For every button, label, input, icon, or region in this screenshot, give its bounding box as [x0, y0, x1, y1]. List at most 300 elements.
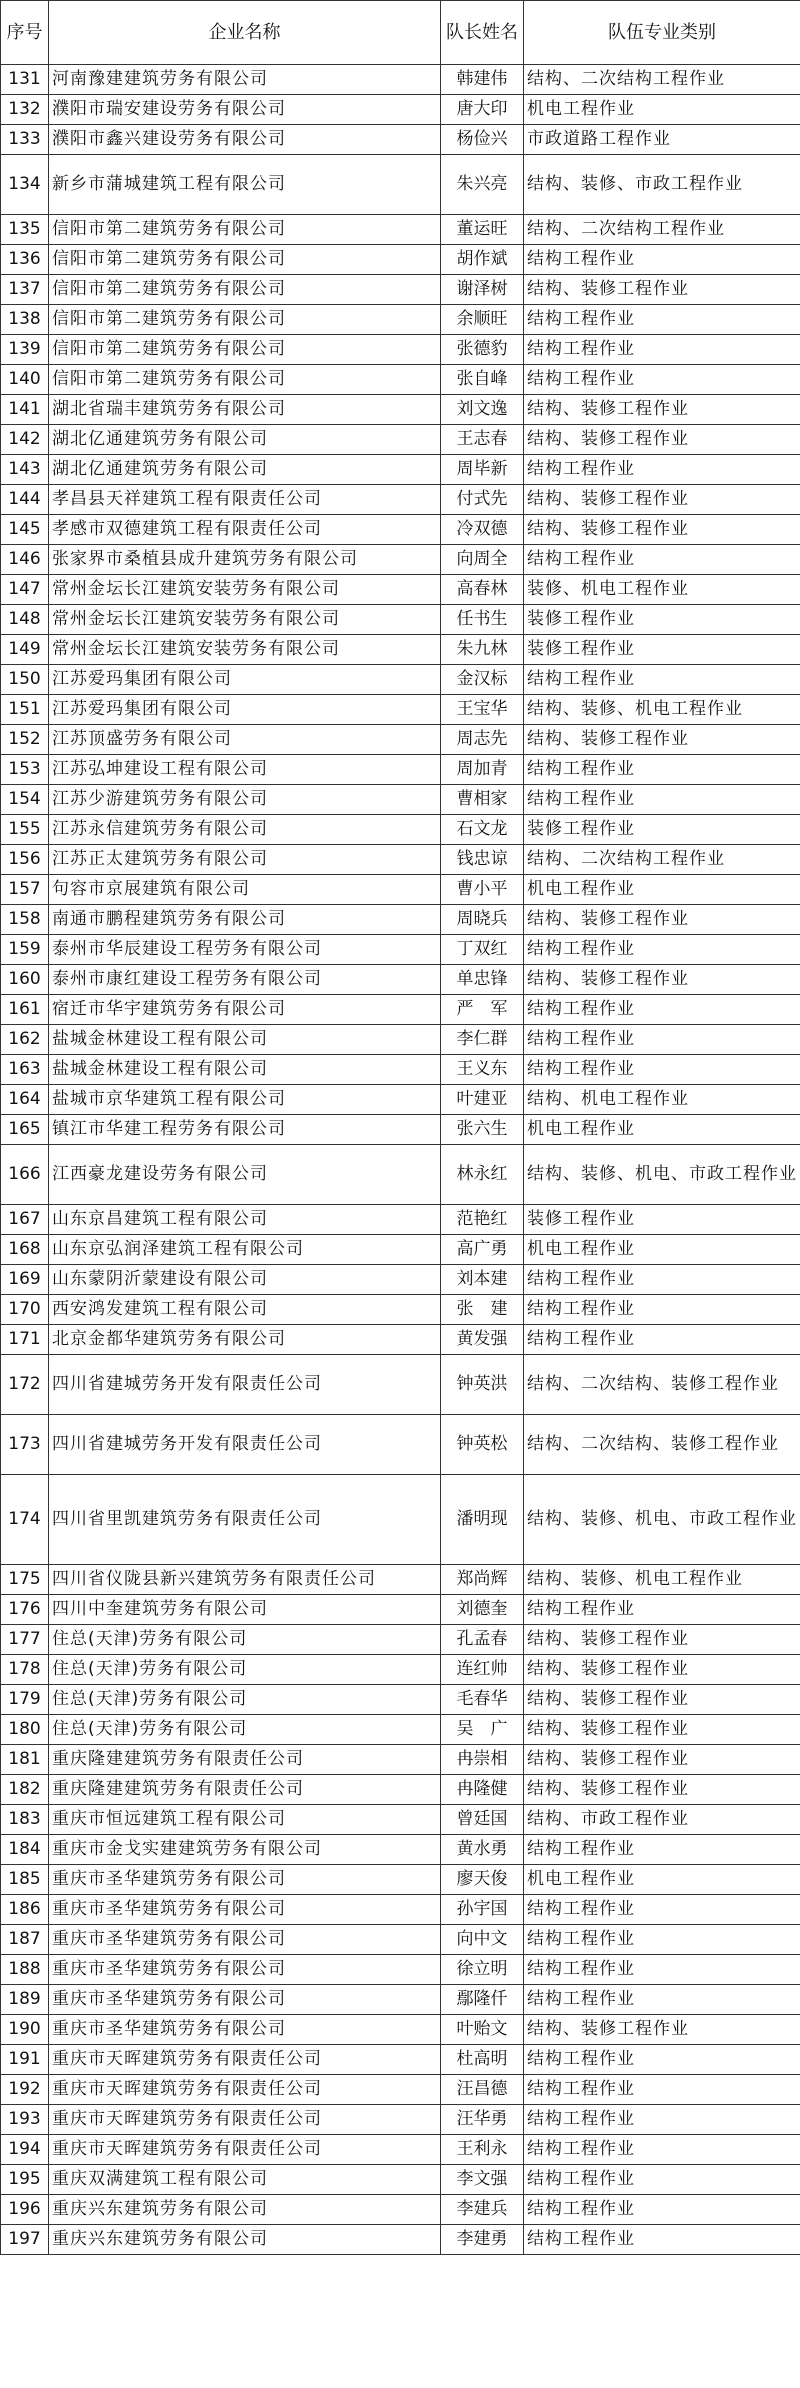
leader-name: 李文强 — [441, 2165, 524, 2195]
leader-name: 严 军 — [441, 995, 524, 1025]
leader-name: 谢泽树 — [441, 275, 524, 305]
leader-name: 韩建伟 — [441, 65, 524, 95]
leader-name: 张六生 — [441, 1115, 524, 1145]
company-name: 住总(天津)劳务有限公司 — [49, 1625, 441, 1655]
row-number: 142 — [1, 425, 49, 455]
leader-name: 孙宇国 — [441, 1895, 524, 1925]
company-name: 常州金坛长江建筑安装劳务有限公司 — [49, 575, 441, 605]
company-name: 四川省建城劳务开发有限责任公司 — [49, 1355, 441, 1415]
team-category: 结构、装修工程作业 — [524, 965, 800, 995]
company-name: 濮阳市瑞安建设劳务有限公司 — [49, 95, 441, 125]
company-name: 重庆市圣华建筑劳务有限公司 — [49, 1955, 441, 1985]
row-number: 147 — [1, 575, 49, 605]
leader-name: 高广勇 — [441, 1235, 524, 1265]
company-name: 四川省建城劳务开发有限责任公司 — [49, 1415, 441, 1475]
leader-name: 曾廷国 — [441, 1805, 524, 1835]
leader-name: 杜高明 — [441, 2045, 524, 2075]
table-row — [1, 1895, 800, 1925]
leader-name: 周晓兵 — [441, 905, 524, 935]
team-category: 结构工程作业 — [524, 365, 800, 395]
row-number: 151 — [1, 695, 49, 725]
team-category: 结构工程作业 — [524, 1895, 800, 1925]
company-name: 濮阳市鑫兴建设劳务有限公司 — [49, 125, 441, 155]
leader-name: 叶建亚 — [441, 1085, 524, 1115]
table-row — [1, 2105, 800, 2135]
table-row — [1, 815, 800, 845]
team-category: 结构工程作业 — [524, 2045, 800, 2075]
table-row — [1, 365, 800, 395]
company-name: 四川省里凯建筑劳务有限责任公司 — [49, 1475, 441, 1565]
table-row — [1, 2075, 800, 2105]
team-category: 机电工程作业 — [524, 1115, 800, 1145]
row-number: 189 — [1, 1985, 49, 2015]
table-row — [1, 95, 800, 125]
table-row — [1, 2045, 800, 2075]
row-number: 183 — [1, 1805, 49, 1835]
team-category: 结构、装修工程作业 — [524, 1655, 800, 1685]
table-row — [1, 1055, 800, 1085]
row-number: 181 — [1, 1745, 49, 1775]
team-category: 结构、装修工程作业 — [524, 485, 800, 515]
table-row — [1, 755, 800, 785]
team-category: 结构工程作业 — [524, 245, 800, 275]
leader-name: 廖天俊 — [441, 1865, 524, 1895]
header-category: 队伍专业类别 — [524, 1, 800, 65]
row-number: 159 — [1, 935, 49, 965]
row-number: 145 — [1, 515, 49, 545]
table-row — [1, 905, 800, 935]
company-name: 重庆市圣华建筑劳务有限公司 — [49, 1865, 441, 1895]
team-category: 结构工程作业 — [524, 1025, 800, 1055]
team-category: 结构工程作业 — [524, 1265, 800, 1295]
company-name: 重庆市圣华建筑劳务有限公司 — [49, 1985, 441, 2015]
row-number: 188 — [1, 1955, 49, 1985]
leader-name: 单忠锋 — [441, 965, 524, 995]
team-category: 结构工程作业 — [524, 1835, 800, 1865]
team-category: 机电工程作业 — [524, 1865, 800, 1895]
leader-name: 范艳红 — [441, 1205, 524, 1235]
row-number: 187 — [1, 1925, 49, 1955]
row-number: 197 — [1, 2225, 49, 2255]
table-body — [1, 65, 800, 2255]
company-name: 湖北亿通建筑劳务有限公司 — [49, 425, 441, 455]
leader-name: 唐大印 — [441, 95, 524, 125]
table-row — [1, 1355, 800, 1415]
leader-name: 朱兴亮 — [441, 155, 524, 215]
table-row — [1, 1115, 800, 1145]
company-name: 江苏少游建筑劳务有限公司 — [49, 785, 441, 815]
row-number: 170 — [1, 1295, 49, 1325]
row-number: 177 — [1, 1625, 49, 1655]
row-number: 140 — [1, 365, 49, 395]
leader-name: 刘德奎 — [441, 1595, 524, 1625]
row-number: 160 — [1, 965, 49, 995]
row-number: 163 — [1, 1055, 49, 1085]
table-row — [1, 1595, 800, 1625]
leader-name: 郑尚辉 — [441, 1565, 524, 1595]
company-name: 新乡市蒲城建筑工程有限公司 — [49, 155, 441, 215]
leader-name: 叶贻文 — [441, 2015, 524, 2045]
header-seq: 序号 — [1, 1, 49, 65]
table-row — [1, 785, 800, 815]
company-name: 宿迁市华宇建筑劳务有限公司 — [49, 995, 441, 1025]
table-row — [1, 1985, 800, 2015]
row-number: 175 — [1, 1565, 49, 1595]
team-category: 结构、装修、市政工程作业 — [524, 155, 800, 215]
row-number: 149 — [1, 635, 49, 665]
leader-name: 石文龙 — [441, 815, 524, 845]
table-row — [1, 1685, 800, 1715]
team-category: 结构工程作业 — [524, 995, 800, 1025]
row-number: 132 — [1, 95, 49, 125]
row-number: 169 — [1, 1265, 49, 1295]
row-number: 185 — [1, 1865, 49, 1895]
leader-name: 钱忠谅 — [441, 845, 524, 875]
team-category: 装修、机电工程作业 — [524, 575, 800, 605]
row-number: 153 — [1, 755, 49, 785]
team-category: 结构、装修工程作业 — [524, 275, 800, 305]
table-row — [1, 575, 800, 605]
leader-name: 张德豹 — [441, 335, 524, 365]
team-category: 结构、二次结构工程作业 — [524, 65, 800, 95]
table-row — [1, 1415, 800, 1475]
table-row — [1, 1265, 800, 1295]
company-name: 南通市鹏程建筑劳务有限公司 — [49, 905, 441, 935]
row-number: 191 — [1, 2045, 49, 2075]
team-category: 结构工程作业 — [524, 1985, 800, 2015]
company-name: 盐城市京华建筑工程有限公司 — [49, 1085, 441, 1115]
company-name: 重庆市圣华建筑劳务有限公司 — [49, 1925, 441, 1955]
team-category: 结构工程作业 — [524, 2225, 800, 2255]
row-number: 156 — [1, 845, 49, 875]
leader-name: 张自峰 — [441, 365, 524, 395]
company-name: 句容市京展建筑有限公司 — [49, 875, 441, 905]
team-category: 结构工程作业 — [524, 545, 800, 575]
table-row — [1, 485, 800, 515]
leader-name: 潘明现 — [441, 1475, 524, 1565]
table-row — [1, 515, 800, 545]
leader-name: 曹小平 — [441, 875, 524, 905]
leader-name: 王宝华 — [441, 695, 524, 725]
team-category: 结构、市政工程作业 — [524, 1805, 800, 1835]
row-number: 150 — [1, 665, 49, 695]
company-name: 江西豪龙建设劳务有限公司 — [49, 1145, 441, 1205]
table-row — [1, 1805, 800, 1835]
leader-name: 朱九林 — [441, 635, 524, 665]
company-name: 四川中奎建筑劳务有限公司 — [49, 1595, 441, 1625]
row-number: 195 — [1, 2165, 49, 2195]
leader-name: 刘本建 — [441, 1265, 524, 1295]
row-number: 141 — [1, 395, 49, 425]
leader-name: 连红帅 — [441, 1655, 524, 1685]
leader-name: 李建兵 — [441, 2195, 524, 2225]
table-row — [1, 335, 800, 365]
row-number: 152 — [1, 725, 49, 755]
row-number: 196 — [1, 2195, 49, 2225]
team-category: 结构工程作业 — [524, 1055, 800, 1085]
row-number: 180 — [1, 1715, 49, 1745]
company-name: 河南豫建建筑劳务有限公司 — [49, 65, 441, 95]
company-name: 重庆市天晖建筑劳务有限责任公司 — [49, 2135, 441, 2165]
leader-name: 李仁群 — [441, 1025, 524, 1055]
table-row — [1, 1325, 800, 1355]
company-name: 重庆双满建筑工程有限公司 — [49, 2165, 441, 2195]
company-name: 泰州市康红建设工程劳务有限公司 — [49, 965, 441, 995]
leader-name: 杨俭兴 — [441, 125, 524, 155]
header-company: 企业名称 — [49, 1, 441, 65]
header-row — [1, 1, 800, 65]
team-category: 结构工程作业 — [524, 1955, 800, 1985]
company-name: 西安鸿发建筑工程有限公司 — [49, 1295, 441, 1325]
company-name: 信阳市第二建筑劳务有限公司 — [49, 215, 441, 245]
team-category: 结构、装修工程作业 — [524, 395, 800, 425]
team-category: 结构工程作业 — [524, 665, 800, 695]
team-category: 结构、装修工程作业 — [524, 905, 800, 935]
company-name: 重庆市金戈实建建筑劳务有限公司 — [49, 1835, 441, 1865]
company-name: 重庆市天晖建筑劳务有限责任公司 — [49, 2105, 441, 2135]
leader-name: 黄发强 — [441, 1325, 524, 1355]
company-name: 北京金都华建筑劳务有限公司 — [49, 1325, 441, 1355]
company-name: 常州金坛长江建筑安装劳务有限公司 — [49, 635, 441, 665]
table-row — [1, 1625, 800, 1655]
team-category: 结构、装修、机电、市政工程作业 — [524, 1145, 800, 1205]
table-row — [1, 1205, 800, 1235]
company-name: 山东京弘润泽建筑工程有限公司 — [49, 1235, 441, 1265]
row-number: 154 — [1, 785, 49, 815]
table-row — [1, 1025, 800, 1055]
company-name: 四川省仪陇县新兴建筑劳务有限责任公司 — [49, 1565, 441, 1595]
leader-name: 胡作斌 — [441, 245, 524, 275]
company-name: 江苏爱玛集团有限公司 — [49, 695, 441, 725]
table-row — [1, 1955, 800, 1985]
company-name: 信阳市第二建筑劳务有限公司 — [49, 365, 441, 395]
table-row — [1, 1085, 800, 1115]
row-number: 146 — [1, 545, 49, 575]
row-number: 157 — [1, 875, 49, 905]
company-name: 信阳市第二建筑劳务有限公司 — [49, 245, 441, 275]
company-name: 镇江市华建工程劳务有限公司 — [49, 1115, 441, 1145]
team-category: 结构工程作业 — [524, 2195, 800, 2225]
team-category: 结构工程作业 — [524, 1325, 800, 1355]
team-category: 装修工程作业 — [524, 635, 800, 665]
row-number: 155 — [1, 815, 49, 845]
row-number: 135 — [1, 215, 49, 245]
table-row — [1, 1715, 800, 1745]
team-category: 结构工程作业 — [524, 935, 800, 965]
row-number: 161 — [1, 995, 49, 1025]
team-category: 结构、装修工程作业 — [524, 2015, 800, 2045]
row-number: 143 — [1, 455, 49, 485]
table-row — [1, 65, 800, 95]
row-number: 172 — [1, 1355, 49, 1415]
table-row — [1, 965, 800, 995]
team-category: 结构、装修工程作业 — [524, 425, 800, 455]
row-number: 165 — [1, 1115, 49, 1145]
table-row — [1, 275, 800, 305]
leader-name: 吴 广 — [441, 1715, 524, 1745]
row-number: 182 — [1, 1775, 49, 1805]
row-number: 184 — [1, 1835, 49, 1865]
table-row — [1, 1475, 800, 1565]
team-category: 结构、装修工程作业 — [524, 1775, 800, 1805]
table-row — [1, 2135, 800, 2165]
team-category: 结构、二次结构、装修工程作业 — [524, 1415, 800, 1475]
row-number: 167 — [1, 1205, 49, 1235]
table-row — [1, 935, 800, 965]
row-number: 138 — [1, 305, 49, 335]
row-number: 148 — [1, 605, 49, 635]
leader-name: 丁双红 — [441, 935, 524, 965]
leader-name: 毛春华 — [441, 1685, 524, 1715]
company-name: 湖北亿通建筑劳务有限公司 — [49, 455, 441, 485]
leader-name: 黄水勇 — [441, 1835, 524, 1865]
leader-name: 付式先 — [441, 485, 524, 515]
company-name: 住总(天津)劳务有限公司 — [49, 1715, 441, 1745]
team-category: 装修工程作业 — [524, 605, 800, 635]
team-category: 市政道路工程作业 — [524, 125, 800, 155]
company-name: 重庆隆建建筑劳务有限责任公司 — [49, 1745, 441, 1775]
table-row — [1, 845, 800, 875]
table-row — [1, 245, 800, 275]
leader-name: 曹相家 — [441, 785, 524, 815]
table-row — [1, 2195, 800, 2225]
row-number: 136 — [1, 245, 49, 275]
team-category: 结构工程作业 — [524, 2075, 800, 2105]
leader-name: 冉崇相 — [441, 1745, 524, 1775]
company-name: 盐城金林建设工程有限公司 — [49, 1055, 441, 1085]
leader-name: 任书生 — [441, 605, 524, 635]
team-category: 机电工程作业 — [524, 875, 800, 905]
row-number: 190 — [1, 2015, 49, 2045]
table-row — [1, 545, 800, 575]
row-number: 176 — [1, 1595, 49, 1625]
table-row — [1, 395, 800, 425]
table-row — [1, 1145, 800, 1205]
row-number: 168 — [1, 1235, 49, 1265]
row-number: 186 — [1, 1895, 49, 1925]
table-row — [1, 605, 800, 635]
row-number: 139 — [1, 335, 49, 365]
leader-name: 周志先 — [441, 725, 524, 755]
company-name: 住总(天津)劳务有限公司 — [49, 1685, 441, 1715]
company-name: 江苏弘坤建设工程有限公司 — [49, 755, 441, 785]
leader-name: 冷双德 — [441, 515, 524, 545]
team-category: 结构、装修、机电、市政工程作业 — [524, 1475, 800, 1565]
row-number: 137 — [1, 275, 49, 305]
company-name: 重庆市圣华建筑劳务有限公司 — [49, 2015, 441, 2045]
company-name: 江苏正太建筑劳务有限公司 — [49, 845, 441, 875]
table-row — [1, 1235, 800, 1265]
table-row — [1, 2165, 800, 2195]
table-row — [1, 635, 800, 665]
row-number: 144 — [1, 485, 49, 515]
table-row — [1, 2015, 800, 2045]
row-number: 166 — [1, 1145, 49, 1205]
row-number: 131 — [1, 65, 49, 95]
table-row — [1, 305, 800, 335]
team-category: 结构工程作业 — [524, 2135, 800, 2165]
company-name: 盐城金林建设工程有限公司 — [49, 1025, 441, 1055]
row-number: 173 — [1, 1415, 49, 1475]
team-category: 结构、装修工程作业 — [524, 1745, 800, 1775]
row-number: 174 — [1, 1475, 49, 1565]
table-row — [1, 875, 800, 905]
team-category: 机电工程作业 — [524, 1235, 800, 1265]
company-name: 重庆市天晖建筑劳务有限责任公司 — [49, 2045, 441, 2075]
table-row — [1, 995, 800, 1025]
team-category: 结构工程作业 — [524, 785, 800, 815]
leader-name: 王志春 — [441, 425, 524, 455]
leader-name: 余顺旺 — [441, 305, 524, 335]
table-row — [1, 155, 800, 215]
table-row — [1, 695, 800, 725]
row-number: 179 — [1, 1685, 49, 1715]
table-row — [1, 1295, 800, 1325]
company-name: 住总(天津)劳务有限公司 — [49, 1655, 441, 1685]
row-number: 134 — [1, 155, 49, 215]
leader-name: 向周全 — [441, 545, 524, 575]
leader-name: 刘文逸 — [441, 395, 524, 425]
team-category: 结构、装修、机电工程作业 — [524, 1565, 800, 1595]
leader-name: 周加青 — [441, 755, 524, 785]
team-category: 结构工程作业 — [524, 335, 800, 365]
row-number: 193 — [1, 2105, 49, 2135]
company-name: 信阳市第二建筑劳务有限公司 — [49, 335, 441, 365]
leader-name: 金汉标 — [441, 665, 524, 695]
leader-name: 汪华勇 — [441, 2105, 524, 2135]
leader-name: 李建勇 — [441, 2225, 524, 2255]
leader-name: 冉隆健 — [441, 1775, 524, 1805]
team-category: 结构、装修、机电工程作业 — [524, 695, 800, 725]
row-number: 194 — [1, 2135, 49, 2165]
company-name: 山东蒙阴沂蒙建设有限公司 — [49, 1265, 441, 1295]
header-leader: 队长姓名 — [441, 1, 524, 65]
team-category: 结构工程作业 — [524, 755, 800, 785]
leader-name: 高春林 — [441, 575, 524, 605]
leader-name: 王利永 — [441, 2135, 524, 2165]
team-category: 结构、机电工程作业 — [524, 1085, 800, 1115]
leader-name: 向中文 — [441, 1925, 524, 1955]
table-row — [1, 1565, 800, 1595]
leader-name: 鄢隆仟 — [441, 1985, 524, 2015]
row-number: 171 — [1, 1325, 49, 1355]
team-category: 结构、二次结构工程作业 — [524, 845, 800, 875]
row-number: 158 — [1, 905, 49, 935]
company-name: 泰州市华辰建设工程劳务有限公司 — [49, 935, 441, 965]
table-row — [1, 1775, 800, 1805]
team-category: 结构工程作业 — [524, 2105, 800, 2135]
leader-name: 徐立明 — [441, 1955, 524, 1985]
leader-name: 孔孟春 — [441, 1625, 524, 1655]
team-category: 结构、装修工程作业 — [524, 1715, 800, 1745]
leader-name: 钟英松 — [441, 1415, 524, 1475]
table-row — [1, 1745, 800, 1775]
team-category: 结构、二次结构、装修工程作业 — [524, 1355, 800, 1415]
team-category: 结构、装修工程作业 — [524, 1685, 800, 1715]
table-row — [1, 2225, 800, 2255]
leader-name: 张 建 — [441, 1295, 524, 1325]
row-number: 164 — [1, 1085, 49, 1115]
team-category: 结构工程作业 — [524, 1295, 800, 1325]
table-row — [1, 665, 800, 695]
company-name: 常州金坛长江建筑安装劳务有限公司 — [49, 605, 441, 635]
company-name: 江苏顶盛劳务有限公司 — [49, 725, 441, 755]
row-number: 192 — [1, 2075, 49, 2105]
table-row — [1, 1655, 800, 1685]
leader-name: 汪昌德 — [441, 2075, 524, 2105]
leader-name: 王义东 — [441, 1055, 524, 1085]
team-category: 装修工程作业 — [524, 1205, 800, 1235]
